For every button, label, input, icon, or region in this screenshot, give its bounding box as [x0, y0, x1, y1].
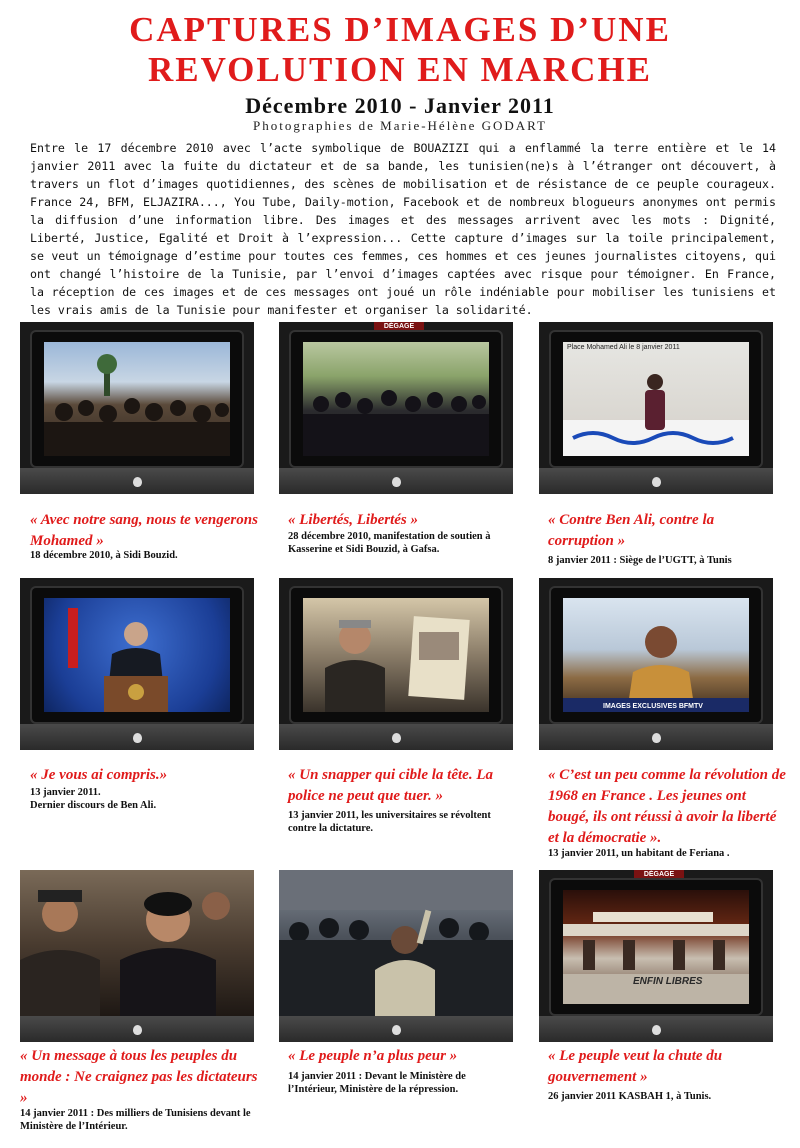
detail-5: 13 janvier 2011, les universitaires se révoltent contre la dictature.: [288, 810, 491, 834]
photo-7: [20, 870, 254, 1042]
photo-2: [279, 322, 513, 494]
detail-4: 13 janvier 2011. Dernier discours de Ben Ali.: [30, 787, 157, 811]
detail-9: 26 janvier 2011 KASBAH 1, à Tunis.: [548, 1091, 712, 1102]
bfm-banner: IMAGES EXCLUSIVES BFMTV: [603, 703, 703, 710]
detail-2: 28 décembre 2010, manifestation de soutien à Kasserine et Sidi Bouzid, à Gafsa.: [288, 531, 491, 555]
title-line-1: CAPTURES D’IMAGES D’UNE: [129, 10, 671, 49]
intro-paragraph: Entre le 17 décembre 2010 avec l’acte symbolique de BOUAZIZI qui a enflammé la terre entière et le 14 janvier 2011 avec la fuite du dictateur et de sa bande, les tunisien(ne)s à l’étranger ont découvert, à travers un flot d’images quotidiennes, des scènes de mobilisation et de résistance de ce peuple courageux. France 24, BFM, ELJAZIRA..., You Tube, Daily-motion, Facebook et de nombreux blogueurs anonymes ont permis la diffusion d’une information libre. Des images et des messages arrivent avec les mots : Dignité, Liberté, Justice, Egalité et Droit à l’expression... Cette capture d’images sur la toile principalement, se veut un témoignage d’estime pour toutes ces femmes, ces hommes et ces jeunes journalistes citoyens, qui ont changé l’histoire de la Tunisie, par l’envoi d’images captées avec risque pour témoigner. En France, la réception de ces images et de ces messages ont joué un rôle indéniable pour mobiliser les tunisiens et les vrais amis de la Tunisie pour manifester et organiser la solidarité.: [30, 141, 776, 317]
caption-5: « Un snapper qui cible la tête. La police ne peut que tuer. »: [288, 767, 493, 804]
degage-sign: DÉGAGE: [374, 322, 424, 332]
detail-6: 13 janvier 2011, un habitant de Feriana .: [548, 848, 730, 859]
detail-7: 14 janvier 2011 : Des milliers de Tunisiens devant le Ministère de l’Intérieur.: [20, 1108, 251, 1132]
caption-4: « Je vous ai compris.»: [30, 767, 168, 783]
caption-1: « Avec notre sang, nous te vengerons Mohamed »: [30, 512, 258, 549]
caption-9: « Le peuple veut la chute du gouvernement »: [548, 1048, 723, 1085]
photo-1: [20, 322, 254, 494]
photo-4: [20, 578, 254, 750]
caption-2: « Libertés, Libertés »: [288, 512, 418, 528]
photo-5: [279, 578, 513, 750]
video-overlay-text: Place Mohamed Ali le 8 janvier 2011: [567, 344, 680, 351]
detail-3: 8 janvier 2011 : Siège de l’UGTT, à Tunis: [548, 555, 732, 566]
photo-3: [539, 322, 773, 494]
photo-9: [539, 870, 773, 1042]
photographer-credit: Photographies de Marie-Hélène GODART: [253, 118, 547, 133]
detail-8: 14 janvier 2011 : Devant le Ministère de l’Intérieur, Ministère de la répression.: [288, 1071, 466, 1095]
date-range: Décembre 2010 - Janvier 2011: [245, 93, 555, 118]
caption-7: « Un message à tous les peuples du monde : Ne craignez pas les dictateurs »: [20, 1048, 258, 1106]
caption-3: « Contre Ben Ali, contre la corruption »: [548, 512, 715, 549]
photo-6: [539, 578, 773, 750]
caption-6: « C’est un peu comme la révolution de 1968 en France . Les jeunes ont bougé, ils ont réussi à avoir la liberté et la démocratie ».: [548, 767, 786, 846]
title-line-2: REVOLUTION EN MARCHE: [147, 50, 653, 89]
photo-8: [279, 870, 513, 1042]
graffiti-text: ENFIN LIBRES: [633, 976, 703, 987]
detail-1: 18 décembre 2010, à Sidi Bouzid.: [30, 550, 178, 561]
degage-sign-2: DÉGAGE: [634, 870, 684, 880]
caption-8: « Le peuple n’a plus peur »: [288, 1048, 458, 1064]
